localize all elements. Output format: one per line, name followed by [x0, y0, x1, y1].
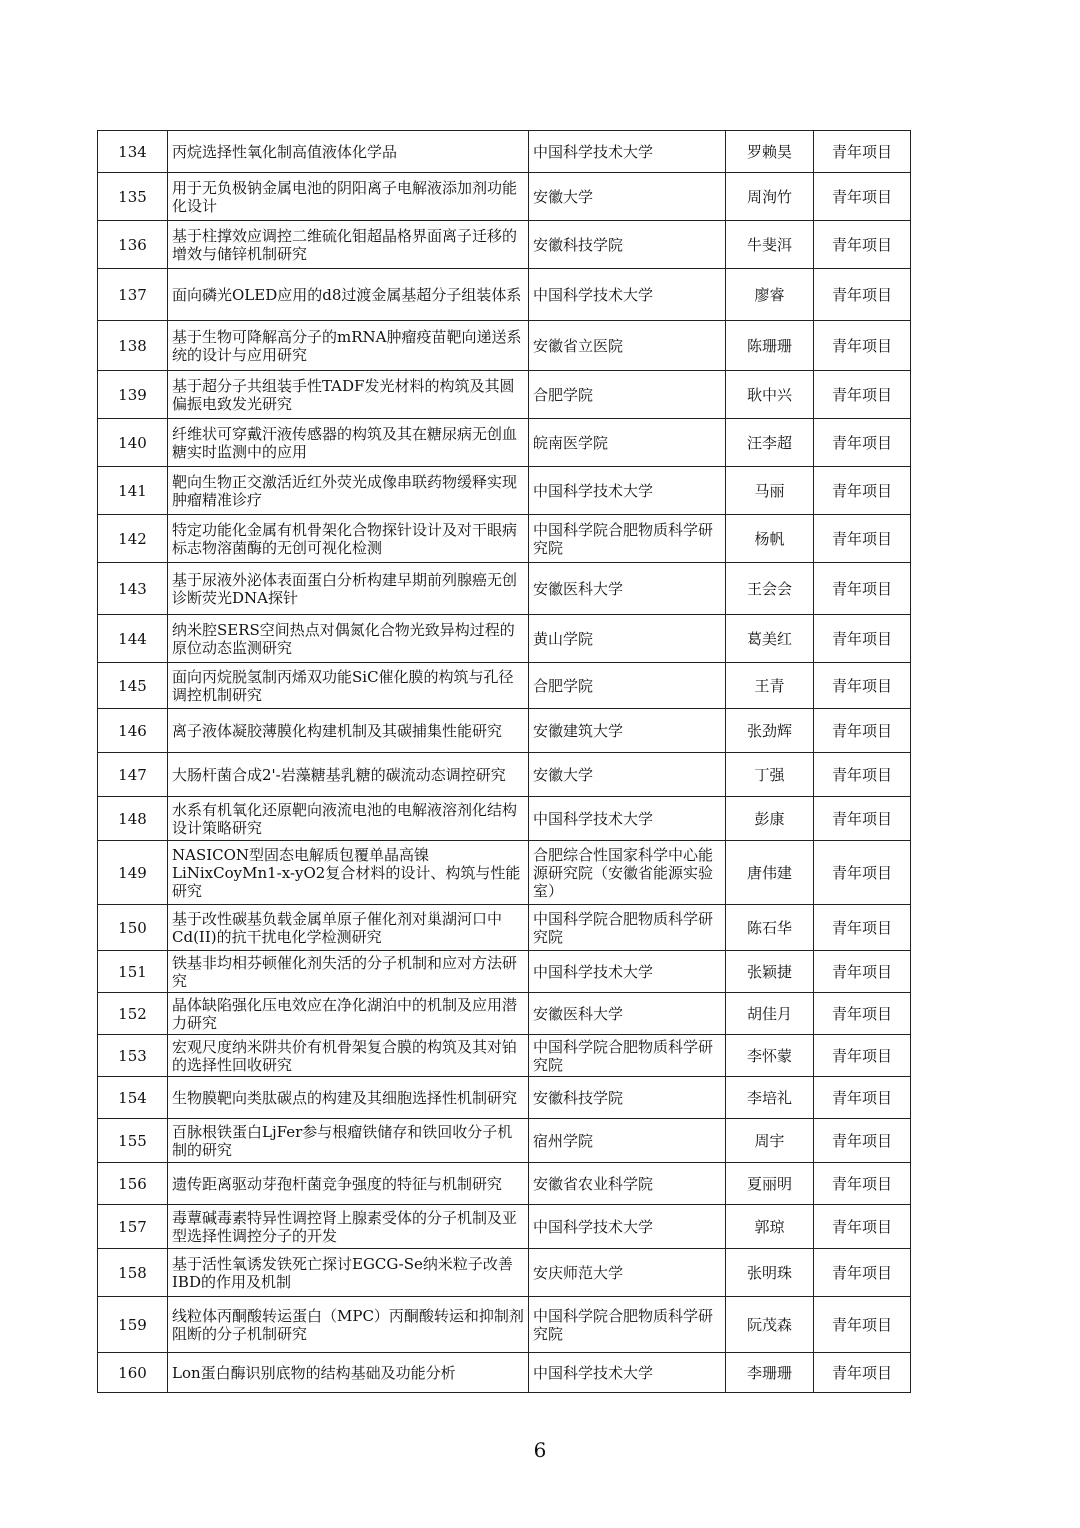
project-title: 生物膜靶向类肽碳点的构建及其细胞选择性机制研究 — [168, 1077, 529, 1119]
page-number: 6 — [533, 1438, 547, 1462]
project-number: 148 — [98, 797, 168, 841]
project-title: NASICON型固态电解质包覆单晶高镍LiNixCoyMn1-x-yO2复合材料的设计、构筑与性能研究 — [168, 841, 529, 905]
table-row — [98, 615, 911, 663]
project-unit: 合肥学院 — [529, 371, 726, 419]
table-row — [98, 221, 911, 269]
project-type: 青年项目 — [814, 173, 911, 221]
project-title: 特定功能化金属有机骨架化合物探针设计及对干眼病标志物溶菌酶的无创可视化检测 — [168, 515, 529, 563]
project-number: 160 — [98, 1353, 168, 1393]
project-leader: 郭琼 — [726, 1205, 814, 1249]
project-type: 青年项目 — [814, 1035, 911, 1077]
project-leader: 汪李超 — [726, 419, 814, 467]
project-unit: 中国科学院合肥物质科学研究院 — [529, 1297, 726, 1353]
project-number: 139 — [98, 371, 168, 419]
project-unit: 中国科学技术大学 — [529, 269, 726, 321]
table-row — [98, 1119, 911, 1163]
project-type: 青年项目 — [814, 515, 911, 563]
project-leader: 葛美红 — [726, 615, 814, 663]
project-number: 146 — [98, 709, 168, 753]
project-unit: 黄山学院 — [529, 615, 726, 663]
project-leader: 周洵竹 — [726, 173, 814, 221]
project-title: 基于活性氧诱发铁死亡探讨EGCG-Se纳米粒子改善IBD的作用及机制 — [168, 1249, 529, 1297]
project-type: 青年项目 — [814, 1119, 911, 1163]
project-title: 基于生物可降解高分子的mRNA肿瘤疫苗靶向递送系统的设计与应用研究 — [168, 321, 529, 371]
table-row — [98, 993, 911, 1035]
project-leader: 王会会 — [726, 563, 814, 615]
project-title: 毒蕈碱毒素特异性调控肾上腺素受体的分子机制及亚型选择性调控分子的开发 — [168, 1205, 529, 1249]
project-unit: 安徽科技学院 — [529, 221, 726, 269]
project-number: 143 — [98, 563, 168, 615]
project-unit: 安徽医科大学 — [529, 563, 726, 615]
project-title: 基于柱撑效应调控二维硫化钼超晶格界面离子迁移的增效与储锌机制研究 — [168, 221, 529, 269]
project-leader: 丁强 — [726, 753, 814, 797]
project-unit: 安徽大学 — [529, 753, 726, 797]
project-type: 青年项目 — [814, 1163, 911, 1205]
project-unit: 中国科学技术大学 — [529, 131, 726, 173]
project-leader: 陈珊珊 — [726, 321, 814, 371]
project-unit: 合肥综合性国家科学中心能源研究院（安徽省能源实验室） — [529, 841, 726, 905]
project-type: 青年项目 — [814, 1077, 911, 1119]
project-unit: 安徽建筑大学 — [529, 709, 726, 753]
project-number: 145 — [98, 663, 168, 709]
project-unit: 中国科学院合肥物质科学研究院 — [529, 905, 726, 951]
project-number: 144 — [98, 615, 168, 663]
project-type: 青年项目 — [814, 371, 911, 419]
project-number: 153 — [98, 1035, 168, 1077]
project-unit: 安徽医科大学 — [529, 993, 726, 1035]
project-leader: 陈石华 — [726, 905, 814, 951]
project-number: 155 — [98, 1119, 168, 1163]
project-number: 140 — [98, 419, 168, 467]
project-unit: 皖南医学院 — [529, 419, 726, 467]
project-type: 青年项目 — [814, 269, 911, 321]
project-type: 青年项目 — [814, 753, 911, 797]
project-leader: 王青 — [726, 663, 814, 709]
project-leader: 胡佳月 — [726, 993, 814, 1035]
project-leader: 李珊珊 — [726, 1353, 814, 1393]
table-row — [98, 419, 911, 467]
project-leader: 耿中兴 — [726, 371, 814, 419]
project-leader: 牛斐洱 — [726, 221, 814, 269]
project-unit: 中国科学技术大学 — [529, 951, 726, 993]
table-row — [98, 1205, 911, 1249]
project-title: 晶体缺陷强化压电效应在净化湖泊中的机制及应用潜力研究 — [168, 993, 529, 1035]
project-type: 青年项目 — [814, 1297, 911, 1353]
project-leader: 张劲辉 — [726, 709, 814, 753]
project-title: 纤维状可穿戴汗液传感器的构筑及其在糖尿病无创血糖实时监测中的应用 — [168, 419, 529, 467]
project-type: 青年项目 — [814, 221, 911, 269]
project-title: 百脉根铁蛋白LjFer参与根瘤铁储存和铁回收分子机制的研究 — [168, 1119, 529, 1163]
project-unit: 安徽科技学院 — [529, 1077, 726, 1119]
table-row — [98, 841, 911, 905]
project-title: 线粒体丙酮酸转运蛋白（MPC）丙酮酸转运和抑制剂阻断的分子机制研究 — [168, 1297, 529, 1353]
table-row — [98, 951, 911, 993]
table-row — [98, 371, 911, 419]
project-number: 154 — [98, 1077, 168, 1119]
project-number: 134 — [98, 131, 168, 173]
project-title: 遗传距离驱动芽孢杆菌竞争强度的特征与机制研究 — [168, 1163, 529, 1205]
project-table-body — [98, 131, 911, 1393]
project-type: 青年项目 — [814, 951, 911, 993]
project-type: 青年项目 — [814, 797, 911, 841]
project-leader: 马丽 — [726, 467, 814, 515]
project-number: 138 — [98, 321, 168, 371]
project-leader: 李培礼 — [726, 1077, 814, 1119]
project-leader: 廖睿 — [726, 269, 814, 321]
project-type: 青年项目 — [814, 993, 911, 1035]
table-row — [98, 173, 911, 221]
project-number: 158 — [98, 1249, 168, 1297]
table-row — [98, 1077, 911, 1119]
project-type: 青年项目 — [814, 615, 911, 663]
project-number: 137 — [98, 269, 168, 321]
project-type: 青年项目 — [814, 663, 911, 709]
project-leader: 张颖捷 — [726, 951, 814, 993]
project-unit: 中国科学技术大学 — [529, 467, 726, 515]
project-leader: 夏丽明 — [726, 1163, 814, 1205]
project-type: 青年项目 — [814, 709, 911, 753]
project-title: 宏观尺度纳米阱共价有机骨架复合膜的构筑及其对铂的选择性回收研究 — [168, 1035, 529, 1077]
project-leader: 张明珠 — [726, 1249, 814, 1297]
project-leader: 彭康 — [726, 797, 814, 841]
project-title: Lon蛋白酶识别底物的结构基础及功能分析 — [168, 1353, 529, 1393]
project-title: 离子液体凝胶薄膜化构建机制及其碳捕集性能研究 — [168, 709, 529, 753]
table-row — [98, 797, 911, 841]
table-row — [98, 1163, 911, 1205]
project-title: 铁基非均相芬顿催化剂失活的分子机制和应对方法研究 — [168, 951, 529, 993]
project-title: 基于尿液外泌体表面蛋白分析构建早期前列腺癌无创诊断荧光DNA探针 — [168, 563, 529, 615]
project-type: 青年项目 — [814, 905, 911, 951]
project-leader: 周宇 — [726, 1119, 814, 1163]
table-row — [98, 905, 911, 951]
project-unit: 中国科学院合肥物质科学研究院 — [529, 515, 726, 563]
project-number: 141 — [98, 467, 168, 515]
project-title: 大肠杆菌合成2'-岩藻糖基乳糖的碳流动态调控研究 — [168, 753, 529, 797]
table-row — [98, 1249, 911, 1297]
project-type: 青年项目 — [814, 563, 911, 615]
project-type: 青年项目 — [814, 1249, 911, 1297]
project-number: 135 — [98, 173, 168, 221]
table-row — [98, 753, 911, 797]
project-leader: 李怀蒙 — [726, 1035, 814, 1077]
project-title: 面向丙烷脱氢制丙烯双功能SiC催化膜的构筑与孔径调控机制研究 — [168, 663, 529, 709]
project-leader: 杨帆 — [726, 515, 814, 563]
table-row — [98, 663, 911, 709]
project-number: 142 — [98, 515, 168, 563]
project-unit: 合肥学院 — [529, 663, 726, 709]
project-number: 152 — [98, 993, 168, 1035]
project-title: 靶向生物正交激活近红外荧光成像串联药物缓释实现肿瘤精准诊疗 — [168, 467, 529, 515]
project-leader: 唐伟建 — [726, 841, 814, 905]
project-number: 156 — [98, 1163, 168, 1205]
project-leader: 阮茂森 — [726, 1297, 814, 1353]
project-unit: 安徽省农业科学院 — [529, 1163, 726, 1205]
project-number: 150 — [98, 905, 168, 951]
table-row — [98, 131, 911, 173]
project-type: 青年项目 — [814, 419, 911, 467]
table-row — [98, 321, 911, 371]
project-title: 纳米腔SERS空间热点对偶氮化合物光致异构过程的原位动态监测研究 — [168, 615, 529, 663]
project-unit: 中国科学技术大学 — [529, 797, 726, 841]
project-type: 青年项目 — [814, 1205, 911, 1249]
project-unit: 宿州学院 — [529, 1119, 726, 1163]
project-type: 青年项目 — [814, 467, 911, 515]
project-unit: 安徽大学 — [529, 173, 726, 221]
table-row — [98, 1297, 911, 1353]
project-number: 151 — [98, 951, 168, 993]
project-number: 157 — [98, 1205, 168, 1249]
project-title: 面向磷光OLED应用的d8过渡金属基超分子组装体系 — [168, 269, 529, 321]
project-unit: 中国科学技术大学 — [529, 1353, 726, 1393]
project-type: 青年项目 — [814, 1353, 911, 1393]
table-row — [98, 563, 911, 615]
project-type: 青年项目 — [814, 131, 911, 173]
project-title: 基于改性碳基负载金属单原子催化剂对巢湖河口中Cd(II)的抗干扰电化学检测研究 — [168, 905, 529, 951]
project-number: 136 — [98, 221, 168, 269]
project-number: 149 — [98, 841, 168, 905]
table-row — [98, 515, 911, 563]
table-row — [98, 1353, 911, 1393]
project-number: 147 — [98, 753, 168, 797]
project-unit: 安徽省立医院 — [529, 321, 726, 371]
project-table — [97, 130, 911, 1393]
table-row — [98, 269, 911, 321]
project-title: 基于超分子共组装手性TADF发光材料的构筑及其圆偏振电致发光研究 — [168, 371, 529, 419]
project-title: 用于无负极钠金属电池的阴阳离子电解液添加剂功能化设计 — [168, 173, 529, 221]
project-unit: 安庆师范大学 — [529, 1249, 726, 1297]
project-type: 青年项目 — [814, 841, 911, 905]
table-row — [98, 1035, 911, 1077]
project-type: 青年项目 — [814, 321, 911, 371]
project-leader: 罗赖昊 — [726, 131, 814, 173]
table-row — [98, 467, 911, 515]
project-title: 丙烷选择性氧化制高值液体化学品 — [168, 131, 529, 173]
project-title: 水系有机氧化还原靶向液流电池的电解液溶剂化结构设计策略研究 — [168, 797, 529, 841]
project-unit: 中国科学院合肥物质科学研究院 — [529, 1035, 726, 1077]
table-row — [98, 709, 911, 753]
project-unit: 中国科学技术大学 — [529, 1205, 726, 1249]
project-number: 159 — [98, 1297, 168, 1353]
